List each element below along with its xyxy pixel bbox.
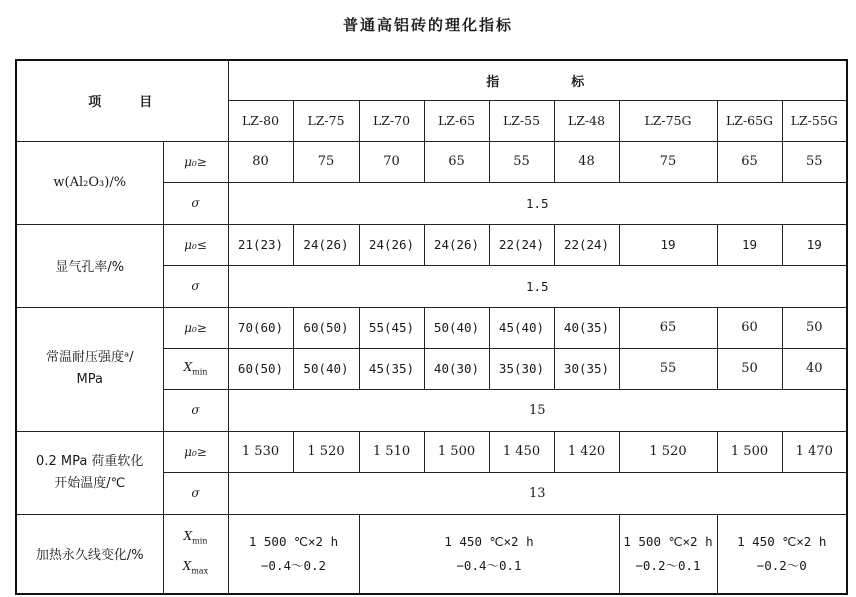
cell-value: 1 500 [424,431,489,472]
cell-value: 48 [554,141,619,182]
cell-linear-change: 1 500 ℃×2 h −0.2～0.1 [619,514,717,594]
sigma-symbol: σ [163,265,228,307]
row-label-al2o3: w(Al₂O₃)/% [16,141,163,224]
cell-value: 70 [359,141,424,182]
cell-value: 1.5 [228,265,847,307]
properties-table [15,59,848,595]
cell-value: 1 510 [359,431,424,472]
cell-value: 1 450 [489,431,554,472]
grade-header: LZ-80 [228,100,293,141]
cell-value: 45(40) [489,307,554,348]
item-header: 项 目 [16,60,228,141]
sigma-symbol: σ [163,472,228,514]
cell-value: 65 [717,141,782,182]
sigma-symbol: σ [163,182,228,224]
x-min-symbol: $X_{min}$ [163,348,228,389]
table-row [16,141,847,182]
mu-ge-symbol: μ₀≥ [163,307,228,348]
cell-value: 30(35) [554,348,619,389]
cell-value: 22(24) [554,224,619,265]
cell-value: 19 [717,224,782,265]
sigma-symbol: σ [163,389,228,431]
cell-value: 75 [293,141,359,182]
table-row [16,224,847,265]
row-label-strength [16,307,163,431]
cell-value: 60 [717,307,782,348]
table-row [16,431,847,472]
cell-value: 24(26) [293,224,359,265]
row-label-porosity: 显气孔率/% [16,224,163,307]
cell-value: 65 [424,141,489,182]
cell-value: 15 [228,389,847,431]
cell-value: 1 420 [554,431,619,472]
row-label-line: 开始温度/℃ [54,475,126,491]
cell-value: 40 [782,348,847,389]
x-min-max-symbols: $X_{min}$ $X_{max}$ [163,514,228,594]
cell-value: 24(26) [359,224,424,265]
grade-header: LZ-48 [554,100,619,141]
cell-value: 40(35) [554,307,619,348]
mu-le-symbol: μ₀≤ [163,224,228,265]
table-title: 普通高铝砖的理化指标 [342,16,513,34]
cell-value: 50(40) [293,348,359,389]
grade-header: LZ-75 [293,100,359,141]
cell-linear-change: 1 500 ℃×2 h −0.4～0.2 [228,514,359,594]
cell-value: 50 [782,307,847,348]
row-label-line: MPa [76,372,103,387]
cell-value: 55 [782,141,847,182]
cell-value: 1 520 [293,431,359,472]
cell-value: 1 470 [782,431,847,472]
grade-header: LZ-55 [489,100,554,141]
cell-value: 22(24) [489,224,554,265]
cell-linear-change: 1 450 ℃×2 h −0.2～0 [717,514,847,594]
cell-value: 60(50) [293,307,359,348]
cell-value: 65 [619,307,717,348]
cell-value: 40(30) [424,348,489,389]
cell-value: 1 530 [228,431,293,472]
cell-value: 21(23) [228,224,293,265]
table-row [16,307,847,348]
cell-value: 50(40) [424,307,489,348]
grade-header: LZ-55G [782,100,847,141]
grade-header: LZ-65 [424,100,489,141]
grade-header: LZ-75G [619,100,717,141]
cell-value: 75 [619,141,717,182]
row-label-line: 常温耐压强度ᵃ/ [46,350,134,365]
cell-value: 1 500 [717,431,782,472]
cell-value: 1 520 [619,431,717,472]
cell-linear-change: 1 450 ℃×2 h −0.4～0.1 [359,514,619,594]
cell-value: 55 [619,348,717,389]
row-label-linear-change: 加热永久线变化/% [16,514,163,594]
grade-header: LZ-65G [717,100,782,141]
mu-ge-symbol: μ₀≥ [163,431,228,472]
cell-value: 13 [228,472,847,514]
cell-value: 19 [619,224,717,265]
cell-value: 55(45) [359,307,424,348]
index-header: 指 标 [228,60,847,100]
row-label-softening [16,431,163,514]
row-label-line: 0.2 MPa 荷重软化 [36,453,144,469]
cell-value: 1.5 [228,182,847,224]
table-row [16,514,847,594]
cell-value: 55 [489,141,554,182]
cell-value: 80 [228,141,293,182]
cell-value: 24(26) [424,224,489,265]
cell-value: 45(35) [359,348,424,389]
cell-value: 60(50) [228,348,293,389]
grade-header: LZ-70 [359,100,424,141]
cell-value: 35(30) [489,348,554,389]
cell-value: 19 [782,224,847,265]
cell-value: 50 [717,348,782,389]
cell-value: 70(60) [228,307,293,348]
mu-ge-symbol: μ₀≥ [163,141,228,182]
